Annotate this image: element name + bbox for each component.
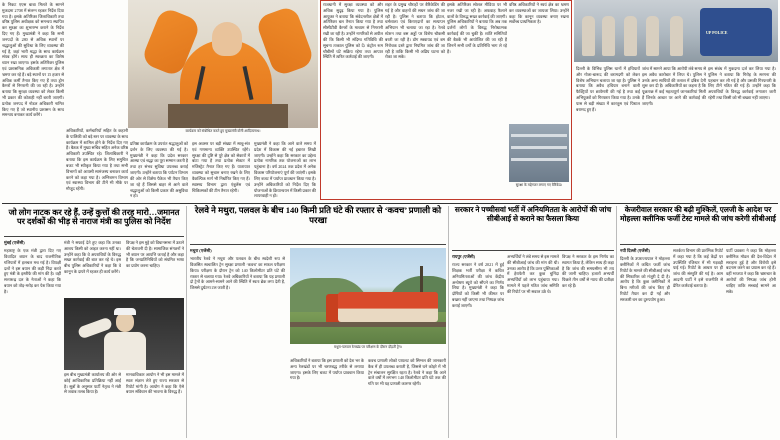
band-divider [2,203,778,204]
activist-cap [114,308,136,315]
photo-chief-minister-caption: कार्यक्रम को संबोधित करते हुए मुख्यमंत्री योगी आदित्यनाथ। [185,129,261,133]
story-natak-column-2: मंत्री ने सफाई देते हुए कहा कि उनका आशय किसी को आहत करना नहीं था। उन्होंने कहा कि वे अपराधियों के विरुद्ध सख्त कार्रवाई की बात कर रहे थे। इस बीच पुलिस अधिकारियों ने कहा कि वे कानून के दायरे में रहकर ही कार्य करेंगे। [64,240,121,275]
barricade-rail-3 [511,158,567,161]
photo-train-caption: मथुरा-पलवल रेलखंड पर परीक्षण के दौरान दौड़ती ट्रेन। [333,345,403,349]
police-figure-4 [646,16,659,56]
figure-head [212,22,242,56]
top-column-4: इस अवसर पर बड़ी संख्या में साधु-संत एवं गणमान्य व्यक्ति उपस्थित रहेंगे। सुरक्षा की दृष्टि से पूरे क्षेत्र को सेक्टरों में बांटा गया है तथा प्रत्येक सेक्टर में मजिस्ट्रेट तैनात किए गए हैं। यातायात व्यवस्था को सुचारु बनाए रखने के लिए वैकल्पिक मार्ग भी निर्धारित किए गए हैं। स्वास्थ्य विभाग द्वारा एंबुलेंस एवं चिकित्सकों की टीम तैनात रहेगी। [192,141,250,193]
photo-barricade-caption: सुरक्षा के मद्देनजर लगाए गए बैरिकेड। [515,183,563,187]
photo-barricade [509,124,569,182]
police-figure-3 [624,16,637,56]
headline-story-natak: जो लोग नाटक कर रहे हैं, उन्हें कुत्तों की तरह मारो…जमानत पर दर्शकों की भीड़ से नाराज मंत्री का पुलिस को निर्देश [8,208,180,227]
police-vehicle-label: UP POLICE [706,30,728,35]
story-kejriwal-text-1: दिल्ली के उपराज्यपाल ने मोहल्ला क्लीनिकों में कथित फर्जी जांच रिपोर्ट के मामले की सीबीआई जांच की सिफारिश को मंजूरी दे दी है। आरोप है कि कुछ क्लीनिकों में बिना मरीजों की जांच किए ही रिपोर्ट तैयार कर दी गईं और सरकारी धन का दुरुपयोग हुआ। [620,256,670,302]
center-box-column-3: इसके अतिरिक्त सोशल मीडिया पर भी नजर रखी जा रही है। अफवाह फैलाने वालों के विरुद्ध सख्त कार्रवाई की जाएगी। पुलिस अधिकारियों ने बताया कि अब तक दर्जनों लोगों के विरुद्ध निरोधात्मक कार्रवाई की जा चुकी है। शांति समितियों की बैठकें भी आयोजित की जा रही हैं जिनमें सभी वर्गों के प्रतिनिधि भाग ले रहे हैं। [447,2,507,54]
story-natak-column-3b: मानवाधिकार आयोग ने भी इस मामले में स्वतः संज्ञान लेते हुए राज्य सरकार से रिपोर्ट मांगी है। आयोग ने कहा कि ऐसे बयान संविधान की भावना के विरुद्ध हैं। [126,372,184,395]
headline-story-kejriwal: केजरीवाल सरकार की बढ़ी मुश्किलें, एलजी के आदेश पर मोहल्ला क्लीनिक फर्जी टेस्ट मामले की जांच करेगी सीबीआई [620,205,776,223]
locomotive-body [338,292,438,322]
center-box-column-4: वरिष्ठ अधिकारियों ने स्वयं क्षेत्र का भ्रमण कर व्यवस्थाओं का जायजा लिया। उन्होंने कहा कि कानून व्यवस्था बनाए रखना सर्वोच्च प्राथमिकता है। [509,2,569,25]
divider-story-kavach [190,244,446,245]
police-figure-2 [602,16,615,56]
photo-activist-speaking [64,298,184,370]
activist-head [116,312,134,332]
top-band [0,0,780,202]
photo-police-patrol [574,0,778,62]
top-right-column-2: जांच में सामने आया कि आरोपी लंबे समय से इस अवैध कारोबार में लिप्त थे। पुलिस ने उनके अन्य साथियों की तलाश में दबिश देनी शुरू कर दी है। अधिकारियों का कहना है कि पूछताछ में कई महत्वपूर्ण जानकारियां मिली हैं जिनके आधार पर आगे की कार्रवाई की जाएगी। [642,66,706,106]
story-kavach-column-3: कवच प्रणाली लोको पायलट को सिग्नल की जानकारी कैब में ही उपलब्ध कराती है, जिससे घने कोहरे में भी ट्रेन संचालन सुरक्षित रहता है। रेलवे ने कहा कि आने वाले वर्षों में लगभग 140 किलोमीटर प्रति घंटे तक की गति पर भी यह प्रणाली कारगर रहेगी। [368,358,446,387]
top-left-column-2: अधिकारियों, कर्मचारियों सहित के कहानी के पालिकी को बड़े स्तर पर व्यवस्था के साथ कार्यक्रम में शामिल होने के निर्देश दिए गए हैं। बैठक में मुख्य सचिव सहित अनेक वरिष्ठ अधिकारी उपस्थित रहे। जिलाधिकारी ने बताया कि इस कार्यक्रम के लिए समुचित बजट भी स्वीकृत किया गया है तथा सभी विभागों को आपसी सामंजस्य बनाकर कार्य करने को कहा गया है। अग्निशमन विभाग एवं स्वास्थ्य विभाग की टीमें भी मौके पर मौजूद रहेंगी। [66,128,128,192]
divider-story-kejriwal [620,244,776,245]
story-kavach-text-1: भारतीय रेलवे ने मथुरा और पलवल के बीच स्वदेशी रूप से विकसित स्वचालित ट्रेन सुरक्षा प्रणाली ‘कवच’ का सफल परीक्षण किया। परीक्षण के दौरान ट्रेन को 140 किलोमीटर प्रति घंटे की रफ्तार से चलाया गया। रेलवे अधिकारियों ने बताया कि यह प्रणाली दो ट्रेनों के आमने-सामने आने की स्थिति में स्वतः ब्रेक लगा देती है, जिससे दुर्घटना टल जाती है। [190,256,285,291]
divider-story-natak [4,236,184,237]
story-natak-column-3: विपक्ष ने इस मुद्दे को विधानसभा में उठाने की चेतावनी दी है। सामाजिक संगठनों ने भी बयान पर आपत्ति जताई है और कहा है कि जनप्रतिनिधियों को संयमित भाषा का प्रयोग करना चाहिए। [126,240,184,269]
story-kavach-dateline: मथुरा (एजेंसी) [190,248,212,253]
barricade-rail-2 [511,146,567,149]
column-separator-1 [186,206,187,438]
story-natak-column-1b: इस बीच मुख्यमंत्री कार्यालय की ओर से कोई आधिकारिक प्रतिक्रिया नहीं आई है। सूत्रों के अनुसार पार्टी नेतृत्व ने मंत्री से जवाब तलब किया है। [64,372,121,395]
railway-track [290,322,446,327]
story-cbi-column-1 [452,254,504,438]
story-kejriwal-column-1 [620,248,670,438]
column-separator-3 [616,206,617,438]
headline-story-cbi-recruitment: सरकार ने पच्चीसवां भर्ती में अनियमितता के आरोपों की जांच सीबीआई से कराने का फैसला किया [454,205,612,223]
story-kavach-column-2: अधिकारियों ने बताया कि इस प्रणाली को देश भर के अन्य रेलखंडों पर भी चरणबद्ध तरीके से लगाया जाएगा। इसके लिए बजट में पर्याप्त प्रावधान किया गया है। [290,358,364,381]
column-separator-2 [448,206,449,438]
story-kejriwal-column-3: पार्टी प्रवक्ता ने कहा कि मोहल्ला क्लीनिक मॉडल की देश-विदेश में सराहना हुई है और विरोधी इसे बदनाम करने का प्रयास कर रहे हैं। वहीं भाजपा ने कहा कि भ्रष्टाचार के आरोपों की निष्पक्ष जांच होनी चाहिए ताकि सच्चाई सामने आ सके। [726,248,776,294]
story-cbi-dateline: रायपुर (एजेंसी) [452,254,476,259]
story-natak-column-1 [4,240,61,438]
top-right-column-3: इस संबंध में मुकदमा दर्ज कर लिया गया है। पुलिस ने बताया कि गिरोह के सरगना की पहचान कर ली गई है और उसकी गिरफ्तारी के लिए टीमें गठित की गई हैं। उन्होंने कहा कि अपराधियों के विरुद्ध कार्रवाई लगातार जारी रहेगी तथा किसी को भी बख्शा नहीं जाएगा। [708,66,776,101]
headline-story-kavach: रेलवे ने मथुरा, पलवल के बीच 140 किमी प्रति घंटे की रफ्तार से ‘कवच’ प्रणाली को परखा [194,205,442,225]
story-kejriwal-dateline: नयी दिल्ली (एजेंसी) [620,248,650,253]
top-column-3: प्रतिष्ठा कार्यक्रम के उपरांत श्रद्धालुओं को दर्शन के लिए व्यवस्था की गई है। मुख्यमंत्री ने कहा कि प्रदेश सरकार आस्था एवं श्रद्धा का पूरा सम्मान करती है तथा हर संभव सुविधा उपलब्ध कराई जाएगी। उन्होंने बताया कि पर्यटन विभाग की ओर से विशेष पैकेज भी तैयार किए जा रहे हैं जिससे बाहर से आने वाले श्रद्धालुओं को किसी प्रकार की असुविधा न हो। [130,141,188,199]
police-figure-5 [670,16,683,56]
story-cbi-text-1: राज्य सरकार ने वर्ष 2021 में हुई शिक्षक भर्ती परीक्षा में कथित अनियमितताओं की जांच केंद्रीय अन्वेषण ब्यूरो को सौंपने का निर्णय लिया है। मुख्यमंत्री ने कहा कि दोषियों को किसी भी कीमत पर बख्शा नहीं जाएगा तथा निष्पक्ष जांच कराई जाएगी। [452,262,504,308]
story-cbi-column-3: विपक्ष ने सरकार के इस निर्णय का स्वागत किया है, लेकिन साथ ही कहा है कि जांच की समयसीमा भी तय की जानी चाहिए। हजारों अभ्यर्थी पिछले तीन वर्षों से न्याय की प्रतीक्षा कर रहे हैं। [562,254,614,289]
story-natak-text-1: महाराष्ट्र के एक मंत्री द्वारा दिए गए विवादित बयान के बाद राजनीतिक गलियारों में हलचल मच गई है। विपक्षी दलों ने इस बयान की कड़ी निंदा करते हुए मंत्री के इस्तीफे की मांग की है। वहीं सत्तारूढ़ दल के नेताओं ने कहा कि बयान को तोड़-मरोड़ कर पेश किया गया है। [4,248,61,294]
barricade-rail-1 [511,134,567,137]
police-figure-1 [582,16,595,56]
top-column-5: मुख्यमंत्री ने कहा कि आने वाले समय में प्रदेश में विकास की नई इबारत लिखी जाएगी। उन्होंने कहा कि सरकार का उद्देश्य प्रत्येक नागरिक तक योजनाओं का लाभ पहुंचाना है। वर्ष 2024 तक प्रदेश में अनेक विकास परियोजनाएं पूर्ण की जाएंगी। इसके लिए बजट में पर्याप्त प्रावधान किया गया है। उन्होंने अधिकारियों को निर्देश दिए कि योजनाओं के क्रियान्वयन में किसी प्रकार की लापरवाही न हो। [254,141,316,199]
top-right-column-1: दिल्ली के विभिन्न पुलिस थानों में हथियारों और गोला-बारूद की बरामदगी को लेकर विशेष अभियान चलाया जा रहा है। पुलिस ने बताया कि अवैध हथियार बनाने वाली फैक्ट्रियों पर छापेमारी की गई है तथा कई अभियुक्तों को गिरफ्तार किया गया है। उनके पास से बड़ी संख्या में कारतूस एवं पिस्टल बरामद हुए हैं। [576,66,640,112]
center-box-column-2: शहर के प्रमुख चौराहों पर बैरिकेडिंग की गई है और वाहनों की सघन जांच की जा रही है। पुलिस ने बताया कि होटल, धर्मशाला एवं किराएदारों का सत्यापन अभियान भी चलाया जा रहा है। रेलवे स्टेशन तथा बस अड्डों पर विशेष चौकसी बरती जा रही है। डॉग स्क्वायड एवं बम निरोधक दस्ते द्वारा नियमित जांच की जा रही है ताकि किसी भी अप्रिय घटना को रोका जा सके। [385,2,445,60]
story-cbi-column-2: अभ्यर्थियों ने लंबे समय से इस मामले की सीबीआई जांच की मांग की थी। उनका आरोप है कि उत्तर पुस्तिकाओं में हेराफेरी कर कुछ चुनिंदा अभ्यर्थियों को लाभ पहुंचाया गया। मामले में पहले गठित जांच समिति की रिपोर्ट पर भी सवाल उठे थे। [507,254,559,294]
top-left-column-1: के निकट एएस बाबा मिलते के सामने मुकदमा 2708 में संलग्न रहकर निर्देश दिया गया है। इसके अतिरिक्त जिलाधिकारी तथा वरिष्ठ पुलिस अधीक्षक को समन्वय स्थापित कर सुरक्षा का शुभारम्भ कराने के निर्देश दिए गए हैं। मुख्यमंत्री ने कहा कि सभी जनपदों के 280 से अधिक स्थानों पर श्रद्धालुओं की सुविधा के लिए व्यवस्था की गई है, जहां भारी श्रद्धा के साथ कार्यक्रम संपन्न होंगे। साथ ही स्वच्छता का विशेष ध्यान रखा जाएगा। इसके अतिरिक्त पुलिस एवं प्रशासनिक अधिकारी लगातार क्षेत्र में भ्रमण कर रहे हैं। बड़े स्थानों पर 15 हजार से अधिक कर्मी तैनात किए गए हैं तथा ड्रोन कैमरों से निगरानी की जा रही है। उन्होंने बताया कि सुरक्षा व्यवस्था को लेकर किसी भी प्रकार की कोताही नहीं बरती जाएगी। प्रत्येक जनपद में नोडल अधिकारी नामित किए गए हैं जो स्थानीय प्रशासन के साथ समन्वय बनाकर कार्य करेंगे। [2,2,64,118]
story-kavach-column-1 [190,248,285,438]
photo-chief-minister [128,0,318,128]
activist-body [104,332,146,370]
photo-train [290,248,446,344]
center-box-column-1: राजधानी में सुरक्षा व्यवस्था को और अधिक सुदृढ़ किया गया है। पुलिस आयुक्त ने बताया कि संवेदनशील क्षेत्रों में अतिरिक्त बल तैनात किया गया है तथा सीसीटीवी कैमरों के माध्यम से निगरानी रखी जा रही है। उन्होंने नागरिकों से अपील की कि किसी भी संदिग्ध गतिविधि की सूचना तत्काल पुलिस को दें। कंट्रोल रूम चौबीसों घंटे सक्रिय रहेगा तथा आपात स्थिति में त्वरित कार्रवाई की जाएगी। [323,2,383,60]
story-kejriwal-column-2: सतर्कता विभाग की प्रारंभिक रिपोर्ट में कहा गया है कि कई केंद्रों पर उपस्थिति रजिस्टर में भी गड़बड़ी पाई गई। रिपोर्ट के आधार पर ही जांच की संस्तुति की गई है। आम आदमी पार्टी ने इसे राजनीति से प्रेरित कार्रवाई बताया है। [673,248,723,288]
story-natak-dateline: मुंबई (एजेंसी) [4,240,25,245]
divider-story-cbi-recruitment [452,250,614,251]
podium [168,104,288,128]
